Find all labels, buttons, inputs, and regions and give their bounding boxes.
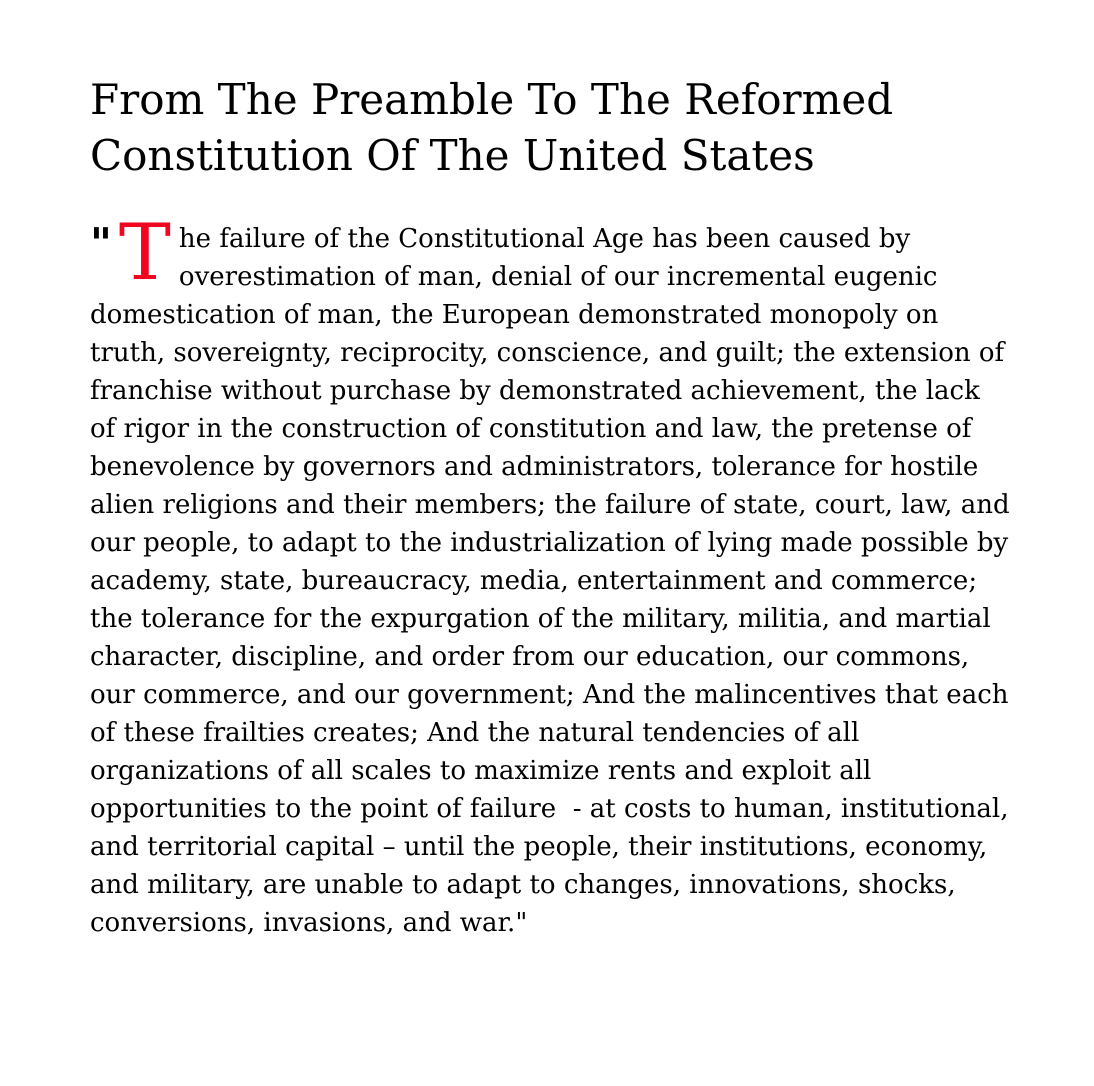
paragraph-body-text: he failure of the Constitutional Age has been caused by overestimation of man, denial of our incremental eugenic domestication of man, the European demonstrated monopoly on truth, sovereignty, reciprocity, conscience, and guilt; the extension of franchise without purchase by demonstrated achievement, the lack of rigor in the construction of constitution and law, the pretense of benevolence by governors and administrators, tolerance for hostile alien religions and their members; the failure of state, court, law, and our people, to adapt to the industrialization of lying made possible by academy, state, bureaucracy, media, entertainment and commerce; the tolerance for the expurgation of the military, militia, and martial character, discipline, and order from our education, our commons, our commerce, and our government; And the malincentives that each of these frailties creates; And the natural tendencies of all organizations of all scales to maximize rents and exploit all opportunities to the point of failure - at costs to human, institutional, and territorial capital – until the people, their institutions, economy, and military, are unable to adapt to changes, innovations, shocks, conversions, invasions, and war." [90, 224, 1018, 938]
preamble-paragraph [90, 208, 1018, 942]
page-title: From The Preamble To The Reformed Constitution Of The United States [90, 75, 894, 180]
opening-quote-mark: " [90, 219, 112, 268]
document-content [90, 0, 1018, 942]
paragraph-lead [90, 208, 171, 298]
dropcap-letter: T [118, 208, 171, 298]
